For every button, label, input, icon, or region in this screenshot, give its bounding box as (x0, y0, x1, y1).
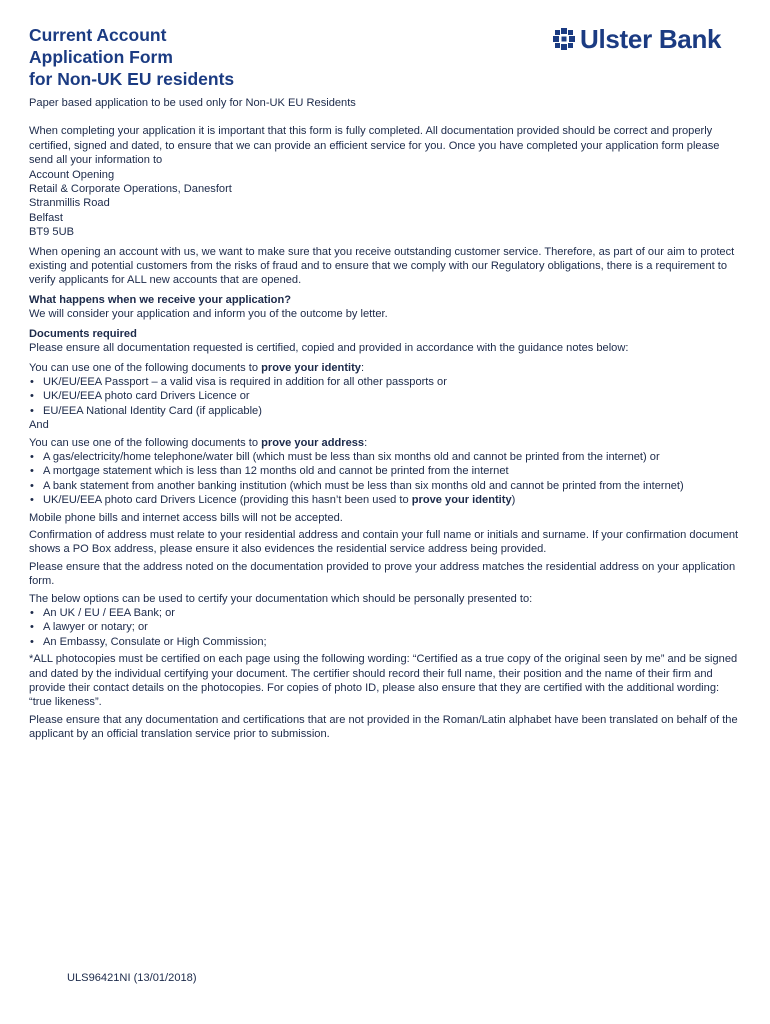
list-item: • UK/EU/EEA Passport – a valid visa is required in addition for all other passports or (29, 375, 743, 389)
documents-heading: Documents required (29, 327, 137, 340)
list-item: • A gas/electricity/home telephone/water bill (which must be less than six months old and cannot be printed from the internet) or (29, 450, 743, 464)
address-suffix: : (364, 436, 368, 449)
list-item: • UK/EU/EEA photo card Drivers Licence or (29, 389, 743, 403)
confirmation-text: Confirmation of address must relate to your residential address and contain your full name or initials and surname. If your confirmation document shows a PO Box address, please ensure it also evidences the residential service address being provided. (29, 528, 739, 556)
opening-paragraph: When opening an account with us, we want to make sure that you receive outstanding customer service. Therefore, as part of our aim to protect existing and potential customers from the risks of fraud and to ensure that we comply with our Regulatory obligations, there is a requirement to verify applicants for ALL new accounts that are opened. (29, 245, 735, 287)
address-last-suffix: ) (511, 494, 516, 507)
list-item: • A lawyer or notary; or (29, 620, 743, 634)
address-bold: prove your address (261, 436, 365, 449)
match-text: Please ensure that the address noted on the documentation provided to prove your address matches the residential address on your application form. (29, 560, 736, 588)
identity-prefix: You can use one of the following documents to (29, 361, 262, 374)
address-last-bold: prove your identity (411, 494, 512, 507)
identity-bold: prove your identity (261, 361, 361, 374)
title-line-2: Application Form (29, 47, 173, 67)
address-list (29, 450, 743, 508)
what-happens-text: We will consider your application and inform you of the outcome by letter. (29, 308, 388, 321)
address-intro (29, 436, 743, 450)
form-reference-code: ULS96421NI (13/01/2018) (67, 972, 197, 984)
address-line-2: Retail & Corporate Operations, Danesfort (29, 183, 232, 196)
certify-list (29, 606, 743, 649)
photocopies-text: *ALL photocopies must be certified on each page using the following wording: “Certified as a true copy of the original seen by me” and be signed and dated by the individual certifying your document. The certifier should record their full name, their position and the name of their firm and provide their contact details on the photocopies. For copies of photo ID, please also ensure that they are certified with the additional wording: “true likeness”. (29, 653, 738, 709)
list-item: • A mortgage statement which is less than 12 months old and cannot be printed from the internet (29, 464, 743, 478)
identity-list (29, 375, 743, 418)
completing-paragraph: When completing your application it is important that this form is fully completed. All documentation provided should be correct and properly certified, signed and dated, to ensure that we can provide an efficient service for you. Once you have completed your application form please send all your information to (29, 125, 720, 167)
address-line-1: Account Opening (29, 168, 115, 181)
list-item: • A bank statement from another banking institution (which must be less than six months old and cannot be printed from the internet) (29, 479, 743, 493)
mobile-text: Mobile phone bills and internet access bills will not be accepted. (29, 511, 343, 524)
ulster-bank-logo-icon (553, 28, 575, 50)
address-line-4: Belfast (29, 211, 63, 224)
identity-suffix: : (360, 361, 365, 374)
what-happens-heading: What happens when we receive your application? (29, 293, 291, 306)
identity-intro (29, 361, 743, 375)
logo-text: Ulster Bank (580, 24, 722, 54)
postal-address (29, 168, 743, 240)
address-last-prefix: UK/EU/EEA photo card Drivers Licence (providing this hasn’t been used to (43, 494, 412, 507)
translation-text: Please ensure that any documentation and certifications that are not provided in the Roman/Latin alphabet have been translated on behalf of the applicant by an official translation service prior to submission. (29, 713, 738, 741)
page-title (29, 24, 234, 90)
list-item: • EU/EEA National Identity Card (if applicable) (29, 404, 743, 418)
certify-intro: The below options can be used to certify your documentation which should be personally presented to: (29, 592, 533, 605)
list-item: • An UK / EU / EEA Bank; or (29, 606, 743, 620)
address-line-3: Stranmillis Road (29, 197, 110, 210)
documents-text: Please ensure all documentation requested is certified, copied and provided in accordance with the guidance notes below: (29, 342, 629, 355)
ulster-bank-logo (553, 24, 721, 54)
address-line-5: BT9 5UB (29, 226, 75, 239)
title-line-3: for Non-UK EU residents (29, 69, 235, 89)
list-item (29, 493, 743, 507)
title-line-1: Current Account (29, 25, 167, 45)
list-item: • An Embassy, Consulate or High Commission; (29, 635, 743, 649)
subtitle: Paper based application to be used only for Non-UK EU Residents (29, 97, 356, 109)
and-text: And (29, 419, 49, 432)
address-prefix: You can use one of the following documents to (29, 436, 262, 449)
form-guidance-text (29, 96, 743, 742)
